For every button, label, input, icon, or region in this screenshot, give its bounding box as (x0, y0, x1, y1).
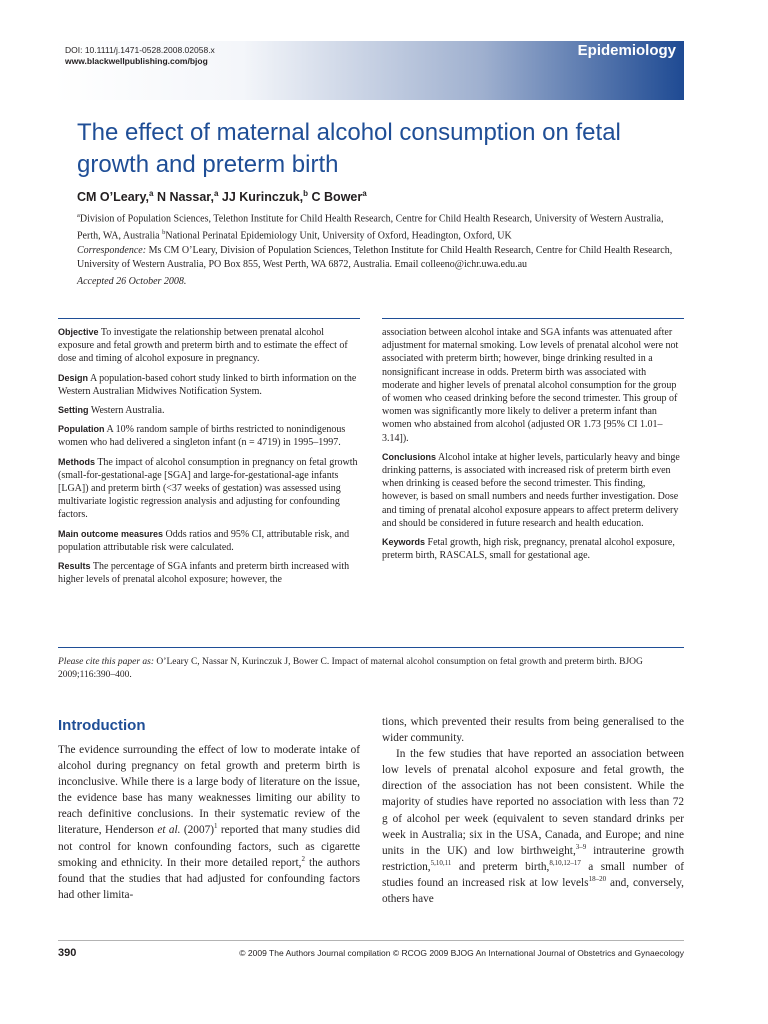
abstract-label: Methods (58, 456, 95, 467)
section-label: Epidemiology (577, 42, 676, 59)
body-text: The evidence surrounding the effect of low to moderate intake of alcohol during pregnancy on fetal growth and preterm birth is inconclusive. While there is a large body of literature on the issue, the evidence base has many weaknesses limiting our ability to reach definitive conclusions. In their systematic review of the literature, Henderson (58, 744, 360, 837)
affil-b-text: National Perinatal Epidemiology Unit, University of Oxford, Headington, Oxford, UK (165, 230, 512, 242)
abstract-item (58, 326, 360, 366)
author-name: C Bower (311, 190, 363, 205)
affiliations (77, 209, 689, 272)
abstract-label: Conclusions (382, 451, 437, 462)
citation-note (58, 656, 688, 682)
abstract-text: A 10% random sample of births restricted to nonindigenous women who had delivered a singleton infant (n = 4719) in 1995–1997. (58, 424, 346, 449)
abstract-label: Setting (58, 405, 89, 416)
page-number: 390 (58, 947, 77, 959)
affil-a-text: Division of Population Sciences, Telethon Institute for Child Health Research, Centre for Child Health Research, University of Western Australia, Perth, WA, Australia (77, 213, 664, 242)
accepted-date: Accepted 26 October 2008. (77, 276, 187, 287)
abstract-label: Population (58, 424, 105, 435)
intro-paragraph-2 (382, 746, 684, 907)
abstract-item (58, 372, 360, 398)
body-text: reported that many studies did not control for known confounding factors, such as cigarette smoking and ethnicity. In their more detailed report, (58, 824, 360, 869)
citation-superscript: 5,10,11 (430, 859, 452, 868)
affil-b-sup: b (162, 229, 166, 237)
abstract-text: Odds ratios and 95% CI, attributable risk, and population attributable risk were calculated. (58, 528, 350, 553)
affil-a-sup: a (77, 212, 80, 219)
intro-paragraph-1 (58, 742, 360, 903)
body-text: and, conversely, others have (382, 876, 684, 906)
author-affil-sup: a (149, 189, 154, 198)
abstract-item (382, 451, 684, 530)
abstract-column-right (382, 326, 684, 568)
copyright-footer: © 2009 The Authors Journal compilation © RCOG 2009 BJOG An International Journal of Obstetrics and Gynaecology (239, 948, 684, 958)
introduction-heading: Introduction (58, 717, 146, 734)
body-text: (2007) (180, 824, 215, 837)
abstract-text: Western Australia. (90, 405, 165, 417)
body-text: In the few studies that have reported an association between low levels of prenatal alcohol exposure and fetal growth, the direction of the association has not been consistent. While the majority of studies have reported no association with less than 72 g of alcohol per week (equivalent to seven standard drinks per week in Australia; six in the USA, Canada, and Europe; and nine units in the UK) and low birthweight, (382, 748, 684, 857)
body-text: intrauterine growth restriction, (382, 844, 685, 873)
abstract-label: Main outcome measures (58, 528, 164, 539)
abstract-item (382, 536, 684, 562)
intro-paragraph-continued: tions, which prevented their results from being generalised to the wider community. (382, 716, 684, 745)
citation-superscript: 18–20 (588, 875, 607, 884)
abstract-item (58, 456, 360, 522)
doi-text: DOI: 10.1111/j.1471-0528.2008.02058.x (65, 45, 215, 55)
footer-rule (58, 940, 684, 941)
citation-superscript: 3–9 (575, 842, 587, 851)
abstract-item (58, 404, 360, 417)
abstract-item (58, 560, 360, 586)
author-name: JJ Kurinczuk, (221, 190, 304, 205)
abstract-text: Fetal growth, high risk, pregnancy, prenatal alcohol exposure, preterm birth, RASCALS, small for gestational age. (382, 537, 675, 562)
abstract-text: To investigate the relationship between prenatal alcohol exposure and fetal growth and preterm birth and to estimate the effect of dose and timing of alcohol exposure in pregnancy. (58, 327, 348, 365)
abstract-text: The percentage of SGA infants and preterm birth increased with higher levels of prenatal alcohol exposure; however, the (58, 561, 350, 586)
citation-text: O’Leary C, Nassar N, Kurinczuk J, Bower C. Impact of maternal alcohol consumption on fetal growth and preterm birth. BJOG 2009;116:390–400. (58, 657, 643, 680)
correspondence-text: Ms CM O’Leary, Division of Population Sciences, Telethon Institute for Child Health Research, Centre for Child Health Research, University of Western Australia, PO Box 855, West Perth, WA 6872, Australia. Email colleeno@ichr.uwa.edu.au (77, 244, 673, 270)
body-italic: et al. (157, 824, 181, 837)
intro-column-right (382, 714, 684, 907)
author-affil-sup: a (213, 189, 219, 198)
abstract-label: Results (58, 561, 91, 572)
citation-label: Please cite this paper as: (58, 657, 155, 667)
abstract-text: The impact of alcohol consumption in pregnancy on fetal growth (small-for-gestational-age [SGA] and large-for-gestational-age infants [LGA]) and preterm birth (<37 weeks of gestation) was assessed using multivariate logistic regression analysis and adjusting for confounding factors. (58, 456, 358, 521)
correspondence-label: Correspondence: (77, 244, 147, 256)
abstract-column-left (58, 326, 360, 592)
citation-superscript: 2 (301, 854, 305, 863)
abstract-label: Objective (58, 327, 99, 337)
affiliation-lines (77, 209, 689, 244)
abstract-item (58, 528, 360, 554)
author-affil-sup: a (362, 189, 367, 198)
citation-superscript: 1 (214, 822, 218, 831)
author-list (77, 189, 367, 204)
abstract-label: Keywords (382, 537, 426, 548)
correspondence (77, 244, 689, 272)
abstract-top-rule-right (382, 318, 684, 319)
author-name: N Nassar, (156, 190, 214, 205)
abstract-text: association between alcohol intake and SGA infants was attenuated after adjustment for maternal smoking. Low levels of prenatal alcohol were not associated with preterm birth; however, binge drinking resulted in a nonsignificant increase in odds. Preterm birth was associated with moderate and higher levels of prenatal alcohol consumption for the group of women who ceased drinking before the second trimester. This group of women was significantly more likely to deliver a preterm infant than women who abstained from alcohol (adjusted OR 1.73 [95% CI 1.01–3.14]). (382, 327, 679, 444)
article-title: The effect of maternal alcohol consumption on fetal growth and preterm birth (77, 119, 621, 178)
body-text: the authors found that the studies that had adjusted for confounding factors had other limita- (58, 856, 360, 901)
abstract-item (382, 326, 684, 445)
abstract-item (58, 423, 360, 449)
abstract-top-rule-left (58, 318, 360, 319)
author-affil-sup: b (303, 189, 309, 198)
body-text: a small number of studies found an increased risk at low levels (382, 860, 684, 889)
abstract-label: Design (58, 372, 89, 383)
body-text: and preterm birth, (451, 860, 550, 873)
citation-superscript: 8,10,12–17 (549, 859, 581, 868)
journal-url[interactable]: www.blackwellpublishing.com/bjog (65, 56, 208, 66)
abstract-text: Alcohol intake at higher levels, particularly heavy and binge drinking patterns, is associated with increased risk of preterm birth even when drinking is ceased before the second trimester. This finding, however, is based on small numbers and needs further investigation. Dose and timing of prenatal alcohol exposure appears to affect preterm delivery and should be considered in future research and health education. (382, 451, 680, 529)
author-name: CM O’Leary, (77, 190, 150, 205)
abstract-bottom-rule (58, 647, 684, 648)
abstract-text: A population-based cohort study linked to birth information on the Western Australian Midwives Notification System. (58, 372, 357, 397)
